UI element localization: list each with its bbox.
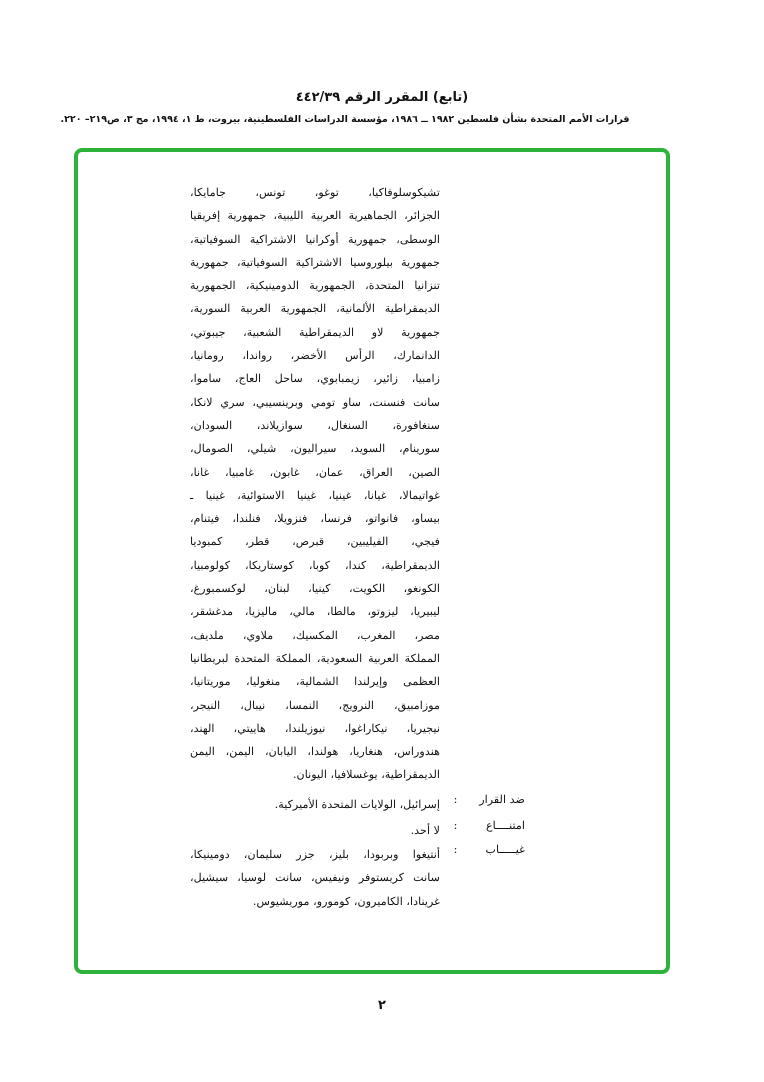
body-line: ليبيريا، ليزوتو، مالطا، مالي، ماليزيا، مدغشقر، [190,605,440,619]
document-citation: قرارات الأمم المتحدة بشأن فلسطين ١٩٨٢ ــ ١٩٨٦، مؤسسة الدراسات الفلسطينية، بيروت، ط ١، ١٩٩٤، مج ٣، ص٢١٩– ٢٢٠. [60,114,630,125]
body-line: غواتيمالا، غيانا، غينيا، غينيا الاستوائية، غينيا ـ [190,488,440,502]
body-line: الديمقراطية، كندا، كوبا، كوستاريكا، كولومبيا، [190,558,440,572]
body-line: زامبيا، زائير، زيمبابوي، ساحل العاج، ساموا، [190,372,440,386]
vote-abstain-label: امتنــــاع [485,819,525,832]
body-line: جمهورية بيلوروسيا الاشتراكية السوفياتية، جمهورية [190,255,440,269]
absent-line: غرينادا، الكاميرون، كومورو، موريشيوس. [252,894,440,908]
body-line: مصر، المغرب، المكسيك، ملاوي، ملديف، [190,628,440,642]
body-line: الديمقراطية الألمانية، الجمهورية العربية السورية، [190,302,440,316]
vote-absent-label: غيـــــاب [485,843,525,856]
vote-colon: : [453,793,458,806]
body-line: العظمى وإيرلندا الشمالية، منغوليا، موريتانيا، [190,675,440,689]
body-line: تنزانيا المتحدة، الجمهورية الدومينيكية، الجمهورية [190,279,440,293]
vote-abstain-value: لا أحد. [410,824,440,837]
body-line: المملكة العربية السعودية، المملكة المتحدة لبريطانيا [190,651,440,665]
body-line: جمهورية لاو الديمقراطية الشعبية، جيبوتي، [190,325,440,339]
absent-line: سانت كريستوفر ونيفيس، سانت لوسيا، سيشيل، [190,871,440,885]
body-line: الكونغو، الكويت، كينيا، لبنان، لوكسمبورغ، [190,582,440,596]
body-line: سانت فنسنت، ساو تومي وبرينسيبي، سري لانكا، [190,395,440,409]
body-line: الجزائر، الجماهيرية العربية الليبية، جمهورية إفريقيا [190,209,440,223]
body-line: سورينام، السويد، سيراليون، شيلي، الصومال، [190,442,440,456]
body-line: الوسطى، جمهورية أوكرانيا الاشتراكية السوفياتية، [190,232,440,246]
body-line: الدانمارك، الرأس الأخضر، رواندا، رومانيا، [190,349,440,363]
vote-against-value: إسرائيل، الولايات المتحدة الأميركية. [274,798,440,811]
body-line: نيجيريا، نيكاراغوا، نيوزيلندا، هاييتي، الهند، [190,721,440,735]
document-title: (تابع) المقرر الرقم ٤٤٢/٣٩ [295,90,469,105]
body-line: تشيكوسلوفاكيا، توغو، تونس، جامايكا، [190,186,440,199]
body-line: موزامبيق، النرويج، النمسا، نيبال، النيجر، [190,698,440,712]
page-number: ٢ [378,998,386,1013]
vote-list-body [190,181,440,787]
vote-colon: : [453,819,458,832]
body-line: الصين، العراق، عمان، غابون، غامبيا، غانا، [190,465,440,479]
vote-absent-value [190,843,440,913]
body-line: سنغافورة، السنغال، سوازيلاند، السودان، [190,418,440,432]
body-line: هندوراس، هنغاريا، هولندا، اليابان، اليمن، اليمن [190,745,440,759]
absent-line: أنتيغوا وبربودا، بليز، جزر سليمان، دومينيكا، [190,848,440,861]
body-line: بيساو، فانواتو، فرنسا، فنزويلا، فنلندا، فيتنام، [190,512,440,526]
vote-colon: : [453,843,458,856]
body-line: فيجي، الفيليبين، قبرص، قطر، كمبوديا [190,535,440,549]
vote-against-label: ضد القرار [479,793,525,806]
body-line: الديمقراطية، يوغسلافيا، اليونان. [292,768,440,782]
